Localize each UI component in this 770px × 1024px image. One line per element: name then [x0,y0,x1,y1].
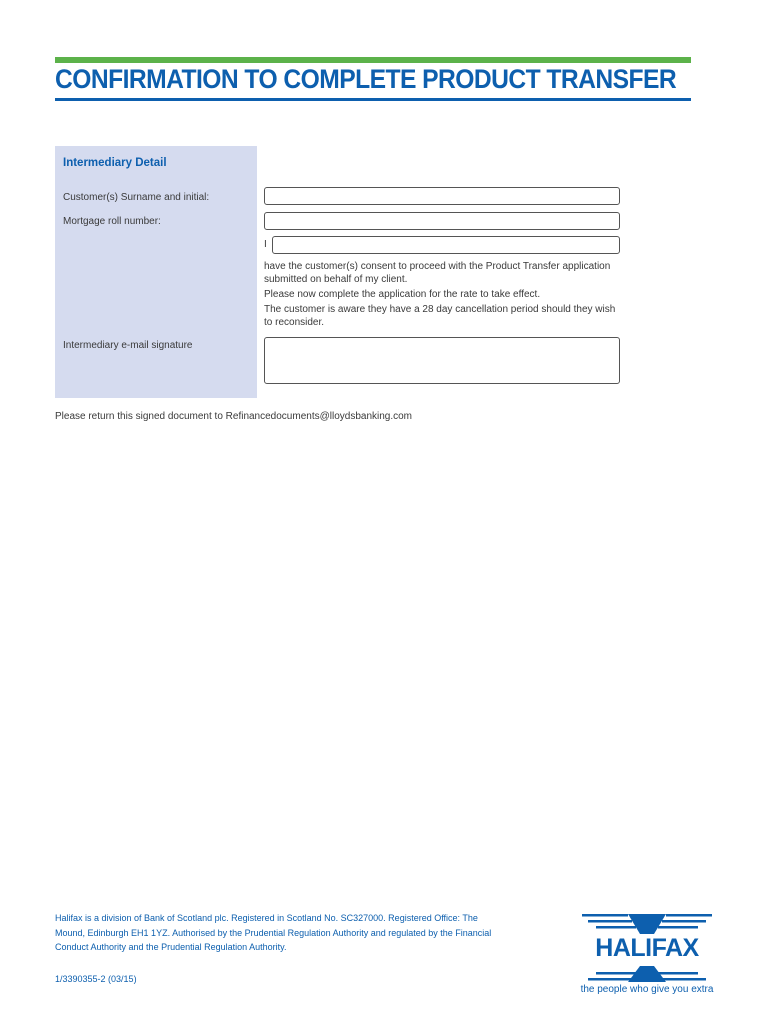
intermediary-i-prefix: I [264,239,267,250]
surname-input[interactable] [264,187,620,205]
surname-label: Customer(s) Surname and initial: [63,192,210,203]
page-title: CONFIRMATION TO COMPLETE PRODUCT TRANSFER [55,64,677,94]
intermediary-panel [55,146,257,398]
brand-tagline: the people who give you extra [580,984,714,995]
consent-statement: have the customer(s) consent to proceed with the Product Transfer application submitted on behalf of my client. [264,261,611,285]
section-heading: Intermediary Detail [63,157,167,169]
roll-number-input[interactable] [264,212,620,230]
halifax-wordmark: HALIFAX [595,934,699,962]
signature-label: Intermediary e-mail signature [63,340,193,351]
complete-statement: Please now complete the application for the rate to take effect. [264,289,541,300]
title-bottom-rule [55,98,691,101]
signature-input[interactable] [264,337,620,384]
roll-number-label: Mortgage roll number: [63,216,161,227]
title-top-rule [55,57,691,63]
legal-footer: Halifax is a division of Bank of Scotland plc. Registered in Scotland No. SC327000. Registered Office: The Mound, Edinburgh EH1 1YZ. Authorised by the Prudential Regulation Authority and regulated by the Financial Conduct Authority and the Prudential Regulation Authority. [55,913,492,952]
return-instructions: Please return this signed document to Refinancedocuments@lloydsbanking.com [55,411,413,422]
document-reference: 1/3390355-2 (03/15) [55,974,137,984]
intermediary-name-input[interactable] [272,236,620,254]
cancellation-statement: The customer is aware they have a 28 day cancellation period should they wish to reconsider. [264,304,616,328]
